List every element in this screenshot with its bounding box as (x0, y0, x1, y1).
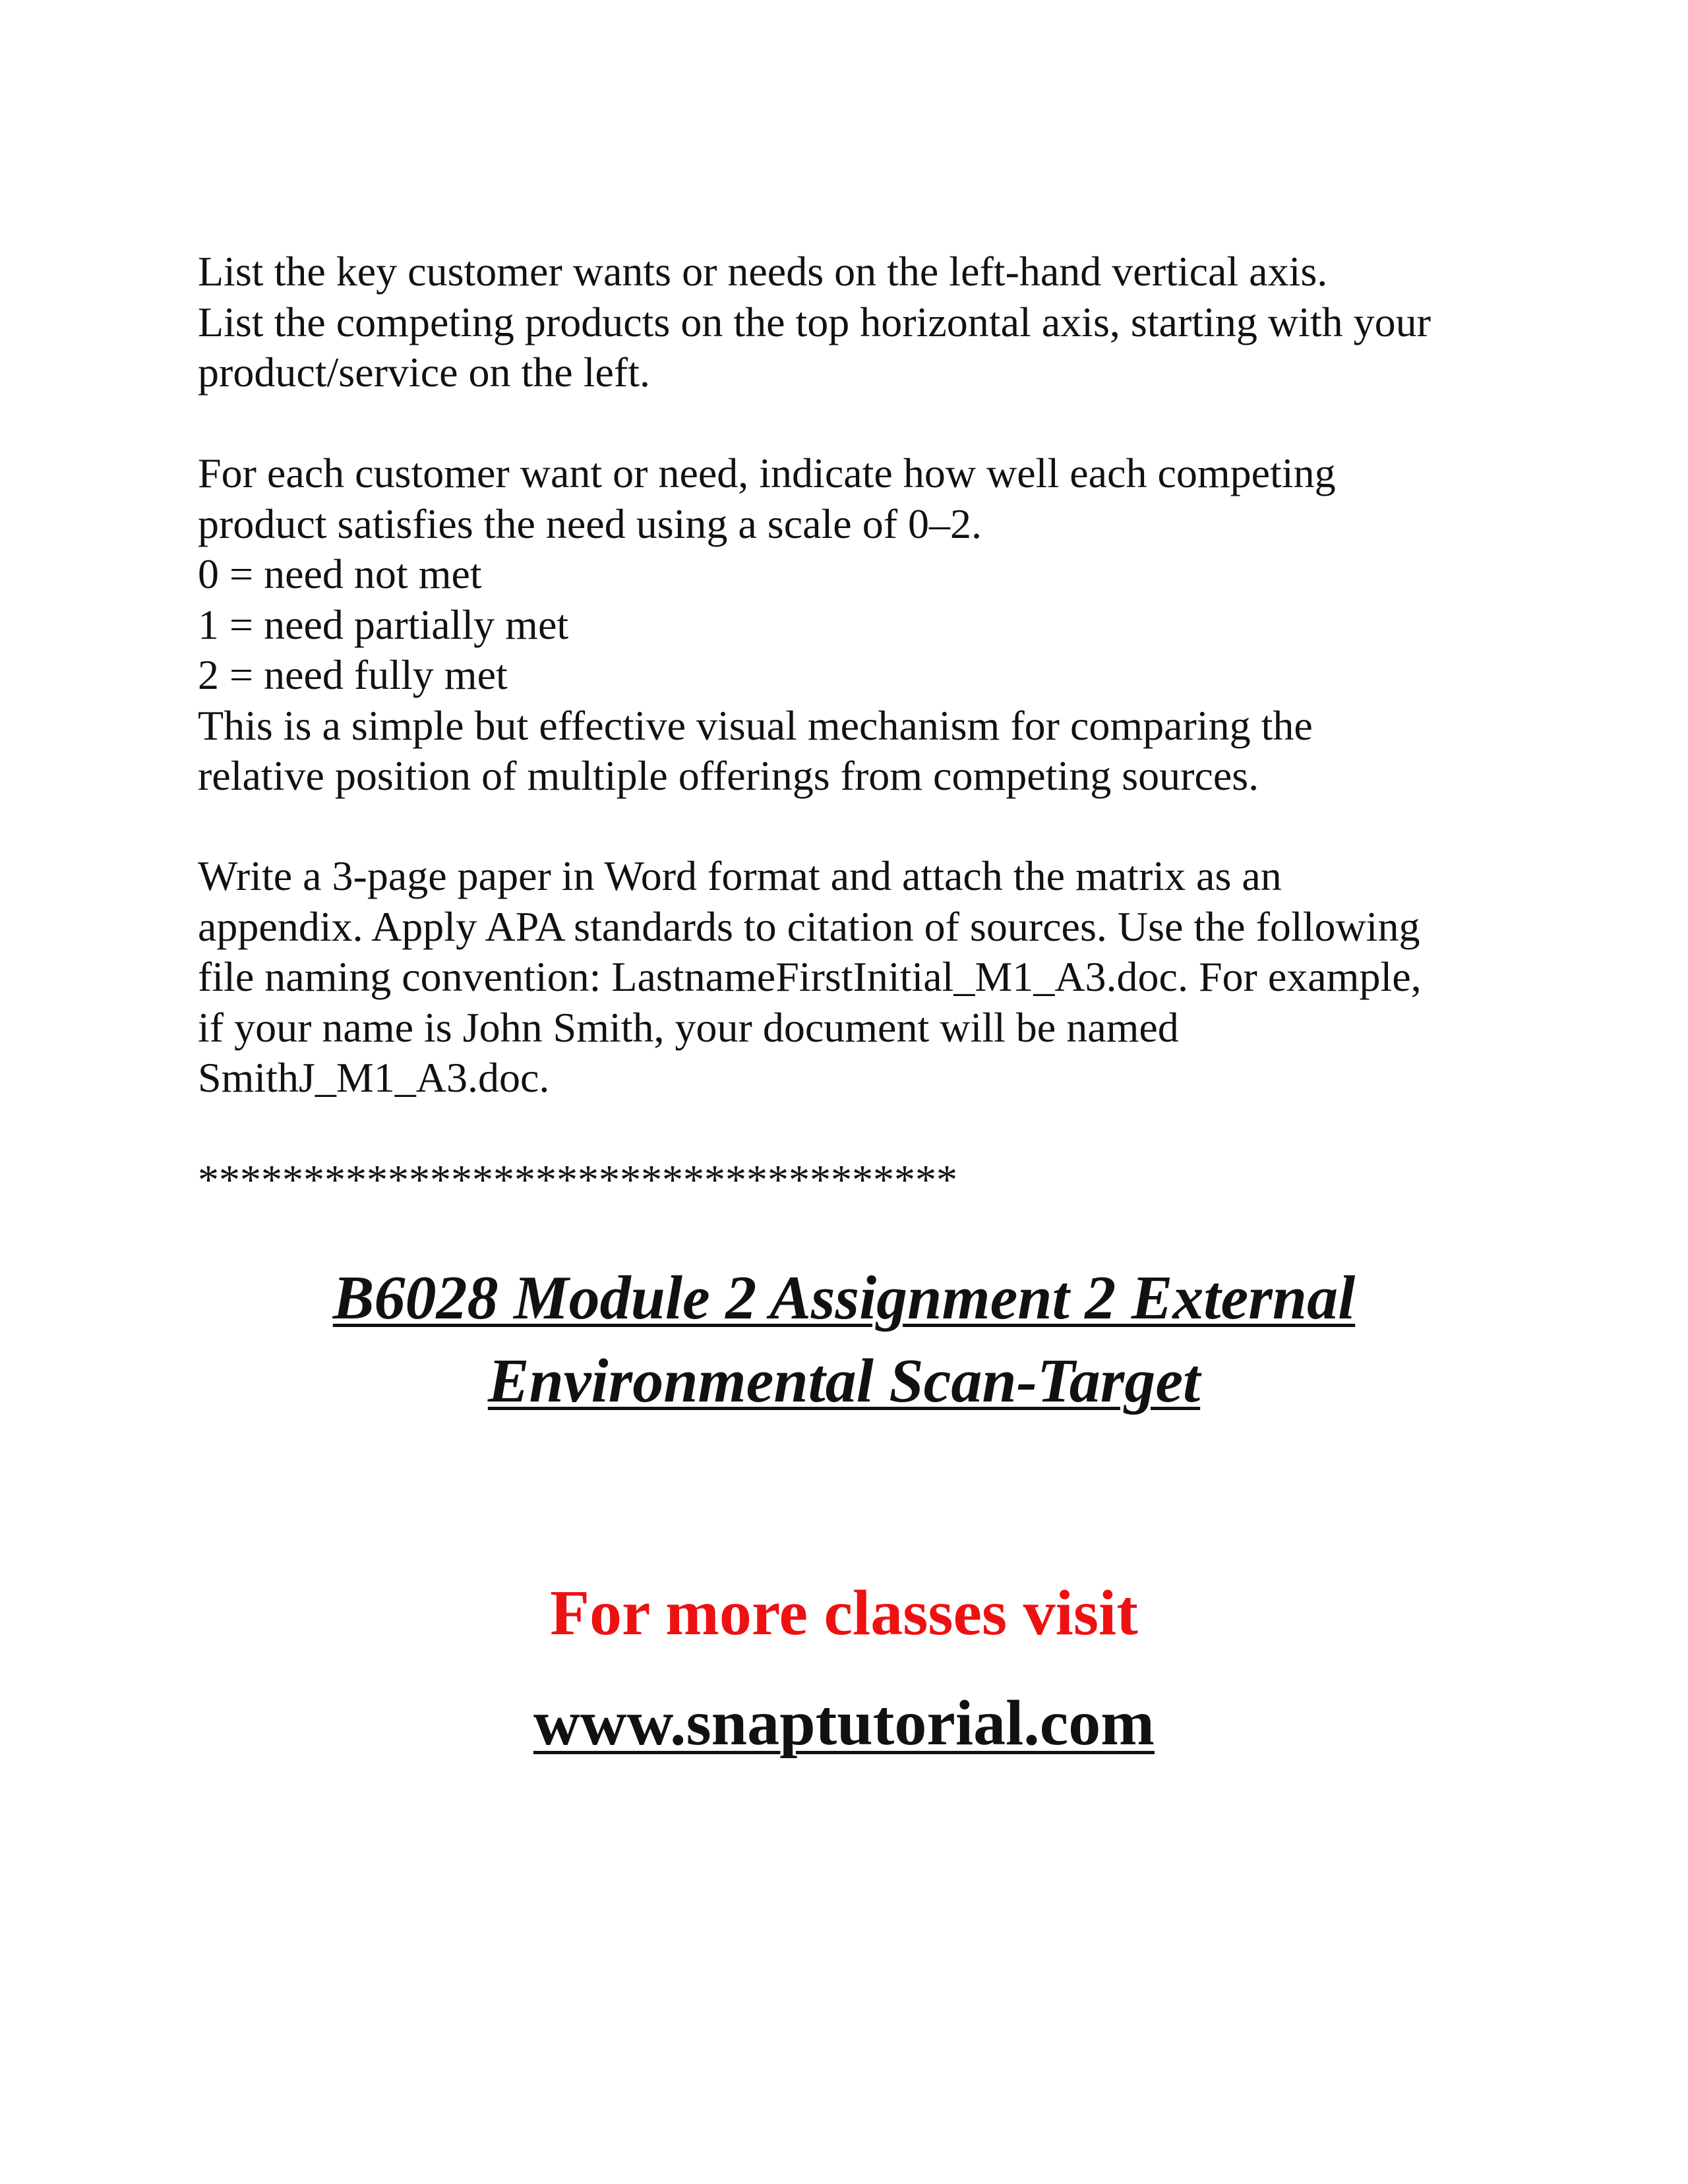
text-line: Write a 3-page paper in Word format and attach the matrix as an (198, 852, 1282, 899)
promo-text: For more classes visit (550, 1578, 1138, 1649)
separator: ************************************ (198, 1156, 957, 1203)
title-line-1 (0, 1256, 1688, 1340)
page-title (0, 1256, 1688, 1423)
title-line-2 (0, 1340, 1688, 1423)
text-line: if your name is John Smith, your document will be named (198, 1003, 1179, 1051)
text-line: List the key customer wants or needs on the left-hand vertical axis. (198, 248, 1328, 295)
instructions-paragraph-1 (198, 247, 1517, 398)
scale-item: 0 = need not met (198, 550, 482, 597)
website-link[interactable]: www.snaptutorial.com (533, 1688, 1155, 1759)
text-line: List the competing products on the top horizontal axis, starting with your (198, 298, 1431, 345)
instructions-paragraph-3 (198, 851, 1517, 1104)
text-line: appendix. Apply APA standards to citation of sources. Use the following (198, 902, 1420, 950)
title-line-2-text: Environmental Scan-Target (487, 1347, 1201, 1415)
text-line: file naming convention: LastnameFirstInitial_M1_A3.doc. For example, (198, 953, 1422, 1000)
title-line-1-text: B6028 Module 2 Assignment 2 External (332, 1264, 1356, 1332)
text-line: For each customer want or need, indicate how well each competing (198, 450, 1336, 496)
instructions-paragraph-2 (198, 448, 1517, 802)
text-line: relative position of multiple offerings from competing sources. (198, 752, 1259, 799)
text-line: product/service on the left. (198, 349, 650, 396)
text-line: product satisfies the need using a scale of 0–2. (198, 500, 982, 547)
text-line: SmithJ_M1_A3.doc. (198, 1054, 550, 1101)
text-line: This is a simple but effective visual mechanism for comparing the (198, 701, 1313, 749)
scale-item: 1 = need partially met (198, 601, 569, 648)
scale-item: 2 = need fully met (198, 651, 508, 698)
website-link-container (0, 1687, 1688, 1759)
